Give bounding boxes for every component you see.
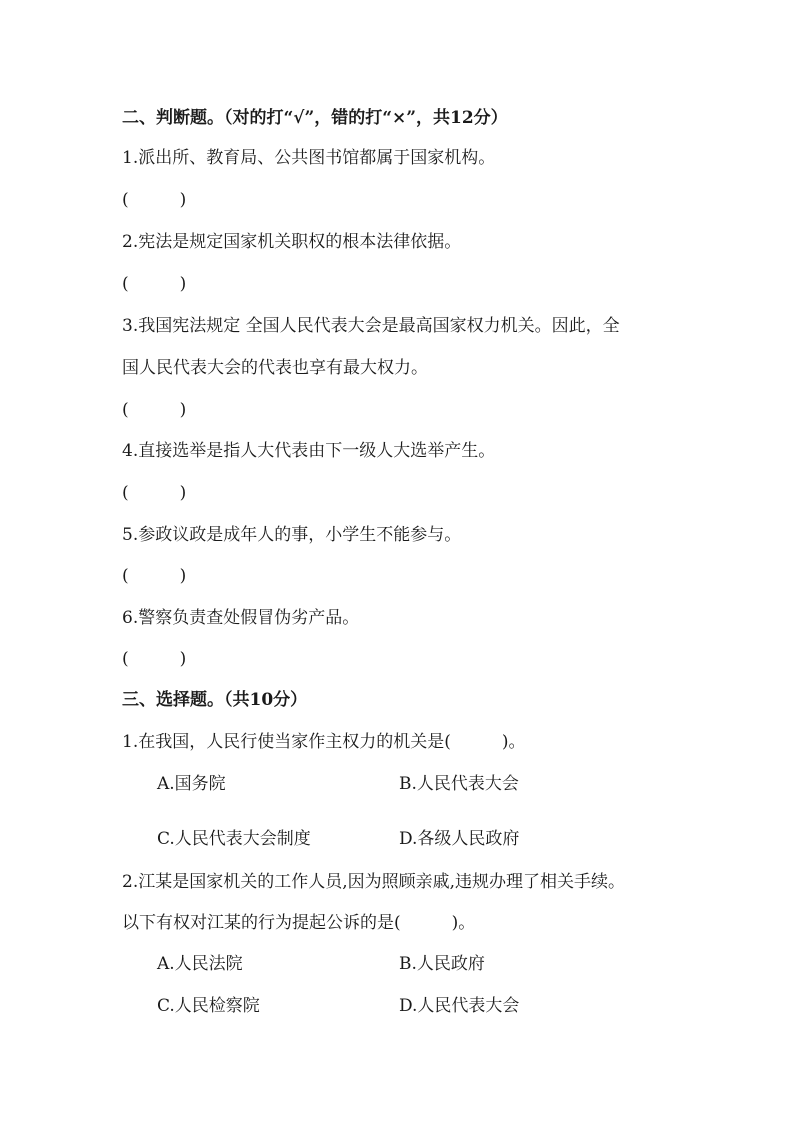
tf-question-3-line-1: 3.我国宪法规定 全国人民代表大会是最高国家权力机关。因此，全 <box>122 316 620 336</box>
tf-question-6: 6.警察负责查处假冒伪劣产品。 <box>122 608 360 628</box>
mc-q1-option-d[interactable]: D.各级人民政府 <box>399 829 520 849</box>
tf-answer-blank-3[interactable]: ( ) <box>122 400 187 420</box>
mc-q2-option-b[interactable]: B.人民政府 <box>399 954 485 974</box>
mc-q2-option-c[interactable]: C.人民检察院 <box>157 996 260 1016</box>
tf-question-3-line-2: 国人民代表大会的代表也享有最大权力。 <box>122 358 428 378</box>
section-heading-multiple-choice: 三、选择题。（共10分） <box>122 690 308 710</box>
mc-question-2-line-2: 以下有权对江某的行为提起公诉的是( )。 <box>122 913 476 933</box>
tf-answer-blank-4[interactable]: ( ) <box>122 483 187 503</box>
tf-answer-blank-6[interactable]: ( ) <box>122 649 187 669</box>
tf-question-1: 1.派出所、教育局、公共图书馆都属于国家机构。 <box>122 148 496 168</box>
tf-question-4: 4.直接选举是指人大代表由下一级人大选举产生。 <box>122 441 496 461</box>
mc-q1-option-a[interactable]: A.国务院 <box>157 774 226 794</box>
mc-q1-option-b[interactable]: B.人民代表大会 <box>399 774 519 794</box>
tf-answer-blank-2[interactable]: ( ) <box>122 274 187 294</box>
mc-q2-option-d[interactable]: D.人民代表大会 <box>399 996 520 1016</box>
mc-question-1: 1.在我国，人民行使当家作主权力的机关是( )。 <box>122 732 526 752</box>
mc-q1-option-c[interactable]: C.人民代表大会制度 <box>157 829 311 849</box>
section-heading-true-false: 二、判断题。（对的打“√”，错的打“×”，共12分） <box>122 108 508 128</box>
tf-answer-blank-5[interactable]: ( ) <box>122 566 187 586</box>
tf-answer-blank-1[interactable]: ( ) <box>122 190 187 210</box>
mc-question-2-line-1: 2.江某是国家机关的工作人员,因为照顾亲戚,违规办理了相关手续。 <box>122 872 626 892</box>
tf-question-2: 2.宪法是规定国家机关职权的根本法律依据。 <box>122 232 462 252</box>
mc-q2-option-a[interactable]: A.人民法院 <box>157 954 243 974</box>
tf-question-5: 5.参政议政是成年人的事，小学生不能参与。 <box>122 525 462 545</box>
